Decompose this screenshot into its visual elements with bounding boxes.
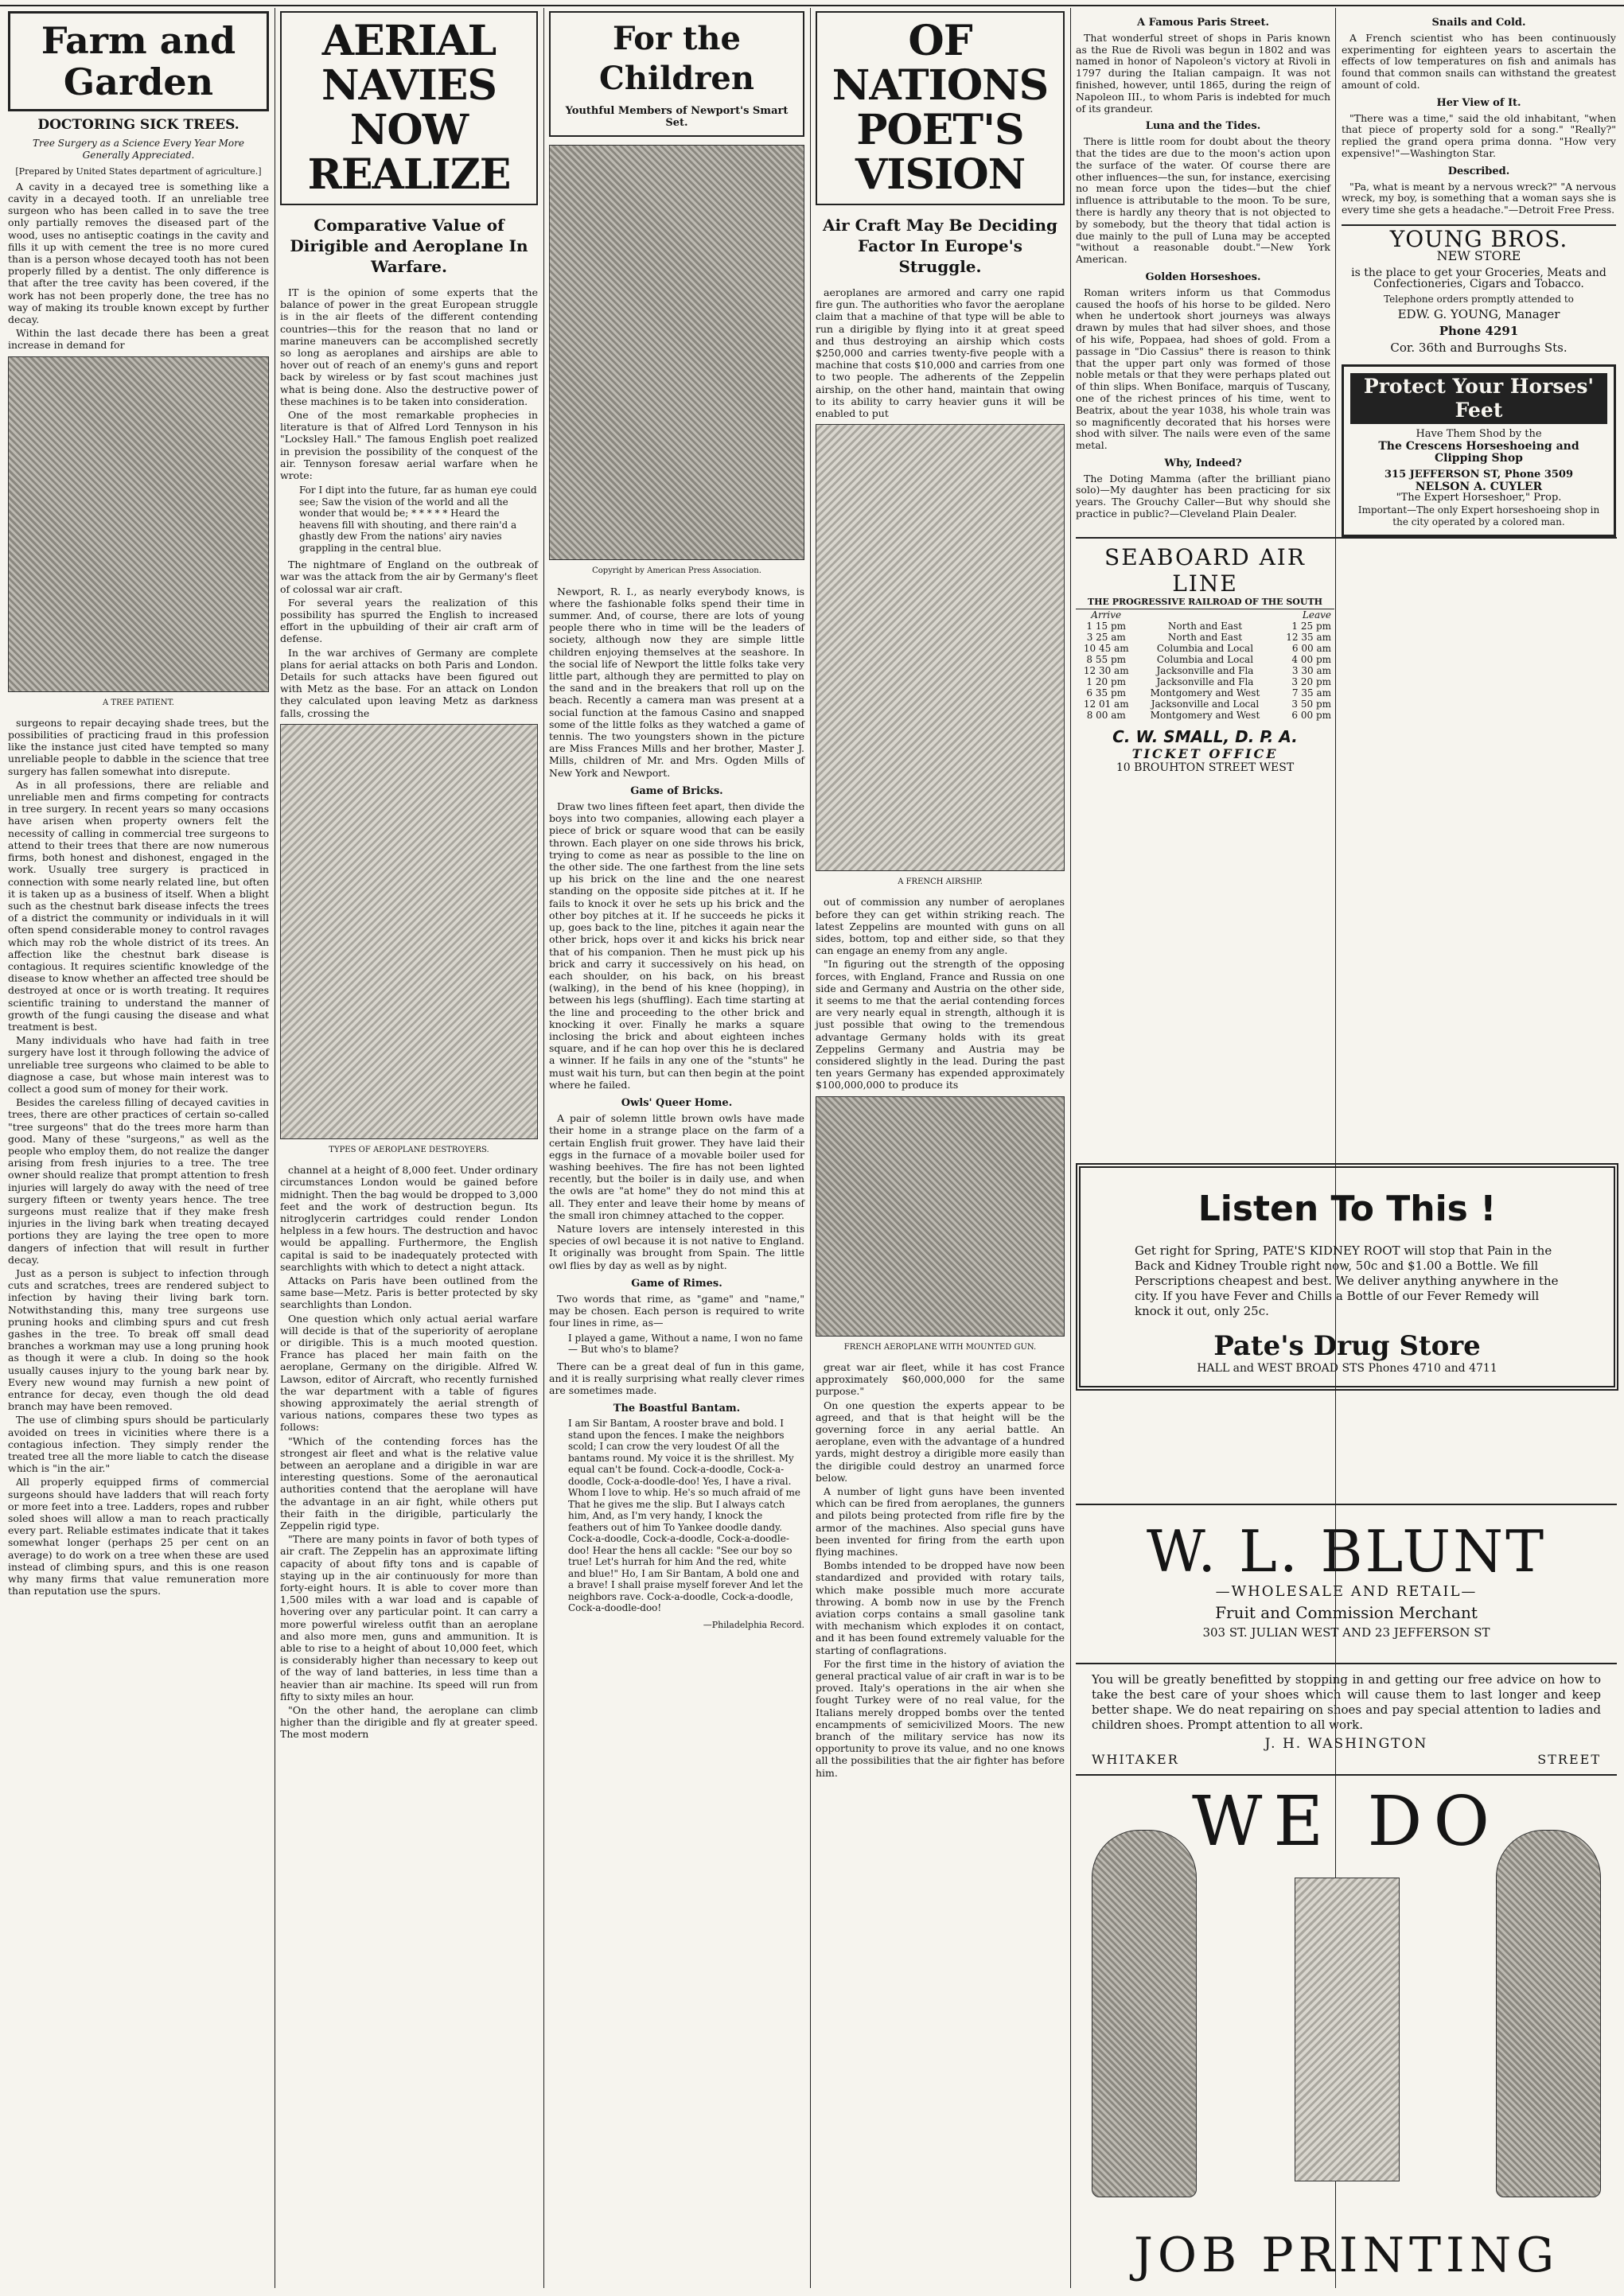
misc-ads-column [1342, 11, 1616, 545]
destination: Jacksonville and Fla [1156, 665, 1254, 676]
nations-paragraph: A number of light guns have been invented which can be fired from aeroplanes, the gunners and pilots being protected from rifle fire by the armor of the machines. Also special guns have been invented for firing from the earth upon flying machines. [816, 1485, 1065, 1558]
pate-address: HALL and WEST BROAD STS Phones 4710 and 4711 [1197, 1362, 1497, 1375]
misc-paragraph: "There was a time," said the old inhabitant, "when that piece of property sold for a song." "Really?" replied the grand opera prima donna. "How very expensive!"—Washington Star. [1342, 111, 1616, 159]
schedule-row [1076, 687, 1334, 699]
aerial-paragraph: One question which only actual aerial warfare will decide is that of the superiority of aeroplane or dirigible. This is a much mooted question. France has placed her main faith on the aeroplane, Germany on the dirigible. Alfred W. Lawson, editor of Aircraft, who recently furnished the war department with a table of figures showing approximately the aerial strength of various nations, compares these two types as follows: [280, 1312, 538, 1434]
washington-ad [1092, 1672, 1601, 1767]
pate-body: Get right for Spring, PATE'S KIDNEY ROOT will stop that Pain in the Back and Kidney Trouble right now, 50c and $1.00 a Bottle. We fill Perscriptions cheapest and best. We deliver anything anywhere in the city. If you have Fever and Chills a Bottle of our Fever Remedy will knock it out, only 25c. [1135, 1243, 1559, 1318]
farm-paragraph: As in all professions, there are reliable and unreliable men and firms competing for contracts in tree surgery. In recent years so many occasions have arisen when property owners felt the necessity of calling in commercial tree surgeons to attend to their trees that there are now numerous firms, both honest and dishonest, engaged in the work. Usually tree surgery is practiced in connection with some nearly related line, but often it is taken up as a business of itself. When a blight such as the chestnut bark disease infects the trees of a district the community or individuals in it will often spend considerable money to control ravages which may rob the whole district of its trees. An affection like the chestnut bark disease is contagious. It requires scientific knowledge of the disease to know whether an affected tree should be destroyed at once or is worth treating. It requires scientific training to understand the manner of growth of the fungi causing the disease and what treatment is best. [8, 778, 269, 1033]
mounted-gun-caption: FRENCH AEROPLANE WITH MOUNTED GUN. [843, 1342, 1037, 1352]
bantam-headline: The Boastful Bantam. [613, 1403, 741, 1415]
bantam-credit: —Philadelphia Record. [703, 1619, 804, 1630]
nations-title-line-2: POET'S VISION [855, 106, 1026, 199]
aerial-paragraph: "On the other hand, the aeroplane can climb higher than the dirigible and fly at greater speed. The most modern [280, 1704, 538, 1741]
arrive-time: 12 30 am [1083, 665, 1129, 676]
bricks-headline: Game of Bricks. [630, 784, 723, 797]
nations-column [816, 11, 1065, 1780]
rime-poem: I played a game, Without a name, I won no fame— But who's to blame? [568, 1332, 804, 1356]
column-rule [1070, 8, 1071, 2288]
aerial-paragraph: Attacks on Paris have been outlined from the same base—Metz. Paris is better protected by sky searchlights than London. [280, 1274, 538, 1311]
aerial-paragraph: "Which of the contending forces has the strongest air fleet and what is the relative value between an aeroplane and a dirigible in war are interesting questions. Some of the aeronautical authorities contend that the aeroplane will have the advantage in an air fight, while others put their faith in the dirigible, particularly the Zeppelin rigid type. [280, 1434, 538, 1531]
leave-time: 1 25 pm [1291, 621, 1331, 632]
leave-time: 3 20 pm [1291, 676, 1331, 687]
farm-garden-masthead [8, 11, 269, 111]
leave-time: 6 00 am [1291, 643, 1331, 654]
farm-paragraph: A cavity in a decayed tree is something like a cavity in a decayed tooth. If an unreliable tree surgeon who has been called in to save the tree only partially removes the diseased part of the wood, uses no antiseptic coatings in the cavity and fills it up with cement the tree is no more cured than is a person whose decayed tooth has not been properly filled by a dentist. The only difference is that after the tree cavity has been covered, if the work has not been properly done, the tree has no way of making its trouble known except by further decay. [8, 180, 269, 326]
rimes-headline: Game of Rimes. [631, 1277, 722, 1290]
farm-garden-title: Farm and Garden [41, 19, 236, 103]
nations-paragraph: On one question the experts appear to be agreed, and that is that height will be the governing force in any aerial battle. An aeroplane, even with the advantage of a hundred yards, might destroy a dirigible more easily than the dirigible could destroy an unarmed force below. [816, 1399, 1065, 1484]
blunt-line2: Fruit and Commission Merchant [1215, 1603, 1478, 1622]
pate-headline: Listen To This ! [1198, 1189, 1497, 1229]
misc-paragraph: There is little room for doubt about the theory that the tides are due to the moon's action upon the surface of the water. Of course there are other influences—the sun, for instance, exercising no mean force upon the tides—but the chief influence is attributable to the moon. To be sure, there is hardly any theory that is not objected to by somebody, but the theory that tidal action is due mainly to the pull of Luna may be accepted "without a reasonable doubt."—New York American. [1076, 135, 1330, 266]
misc-paragraph: A French scientist who has been continuously experimenting for eighteen years to ascertain the effects of low temperatures on fish and animals has found that common snails can withstand the greatest amount of cold. [1342, 31, 1616, 91]
seaboard-schedule [1076, 609, 1334, 721]
destination: Montgomery and West [1150, 687, 1260, 699]
top-rule [0, 5, 1624, 6]
farm-paragraph: Besides the careless filling of decayed cavities in trees, there are other practices of certain so-called "tree surgeons" that do the trees more harm than good. Many of these "surgeons," as well as the people who employ them, do not realize the danger arising from fresh injuries to a tree. The tree owner should realize that prompt attention to fresh injuries will largely do away with the need of tree surgery fifteen or twenty years hence. The tree surgeons must realize that if they make fresh injuries in the living bark when treating decayed portions they are laying the tree open to more dangers of infection that will result in further decay. [8, 1096, 269, 1266]
described-headline: Described. [1447, 165, 1510, 177]
snails-headline: Snails and Cold. [1431, 17, 1526, 29]
pointing-hand-left-illustration [1092, 1830, 1197, 2197]
young-bros-store: NEW STORE [1436, 247, 1521, 263]
nations-subhead: Air Craft May Be Deciding Factor In Europe's Struggle. [822, 216, 1058, 276]
washington-name: J. H. WASHINGTON [1264, 1736, 1428, 1752]
young-bros-address: Cor. 36th and Burroughs Sts. [1390, 340, 1568, 355]
children-masthead [549, 11, 804, 137]
seaboard-address: 10 BROUHTON STREET WEST [1116, 761, 1295, 774]
nations-paragraph: out of commission any number of aeroplanes before they can get within striking reach. The latest Zeppelins are mounted with guns on all sides, bottom, top and either side, so that they can engage an enemy from any angle. [816, 896, 1065, 957]
doctoring-headline: DOCTORING SICK TREES. [37, 117, 240, 133]
pate-store-name: Pate's Drug Store [1213, 1330, 1481, 1362]
children-deck: Youthful Members of Newport's Smart Set. [565, 105, 789, 130]
seaboard-office: TICKET OFFICE [1131, 746, 1279, 761]
nations-paragraph: Bombs intended to be dropped have now been standardized and provided with rotary tails, which make possible much more accurate throwing. A bomb now in use by the French aviation corps contains a small gasoline tank with mechanism which explodes it on contact, and it has been found extremely valuable for the starting of conflagrations. [816, 1559, 1065, 1656]
nations-paragraph: For the first time in the history of aviation the general practical value of air craft in war is to be proved. Italy's operations in the air when she fought Turkey were of no real value, for the Italians merely dropped bombs over the tented encampments of semicivilized Moors. The new branch of the military service has now its opportunity to prove its value, and no one knows all the possibilities that the air fighter has before him. [816, 1657, 1065, 1779]
arrive-time: 1 15 pm [1086, 621, 1127, 632]
pointing-hand-right-illustration [1496, 1830, 1601, 2197]
tree-patient-photo [8, 356, 269, 692]
tennyson-poem: For I dipt into the future, far as human eye could see; Saw the vision of the world and all the wonder that would be; * * * * * Heard the heavens fill with shouting, and there rain'd a ghastly dew From the nations' airy navies grappling in the central blue. [299, 484, 537, 554]
children-title: For the Children [599, 20, 754, 97]
arrive-label: Arrive [1091, 609, 1122, 621]
aeroplane-destroyers-caption: TYPES OF AEROPLANE DESTROYERS. [329, 1145, 489, 1154]
aerial-paragraph: IT is the opinion of some experts that the balance of power in the great European struggle is in the air fleets of the different contending countries—this for the reason that no land or marine maneuvers can be accomplished secretly so long as aeroplanes and airships are able to hover out of reach of an enemy's guns and report back by wireless or by fast scout machines just what is being done. Also the destructive power of these machines is to be taken into consideration. [280, 286, 538, 407]
blunt-ad [1076, 1520, 1617, 1640]
horseshoe-ad-address: 315 JEFFERSON ST, Phone 3509 [1384, 468, 1574, 481]
schedule-row [1076, 665, 1334, 676]
destination: North and East [1167, 632, 1243, 643]
schedule-row [1076, 676, 1334, 687]
farm-paragraph: Within the last decade there has been a great increase in demand for [8, 327, 269, 352]
schedule-row [1076, 632, 1334, 643]
leave-label: Leave [1302, 609, 1331, 621]
french-airship-photo [816, 424, 1065, 871]
paris-street-headline: A Famous Paris Street. [1136, 17, 1270, 29]
ads-divider [1076, 1663, 1617, 1664]
ads-divider [1076, 1504, 1617, 1505]
schedule-row [1076, 643, 1334, 654]
misc-paragraph: That wonderful street of shops in Paris known as the Rue de Rivoli was begun in 1802 and was named in honor of Napoleon's victory at Rivoli in 1797 during the Italian campaign. It was not finished, however, until 1865, during the reign of Napoleon III., to whom Paris is indebted for much of its grandeur. [1076, 31, 1330, 115]
nations-paragraph: "In figuring out the strength of the opposing forces, with England, France and Russia on one side and Germany and Austria on the other side, it seems to me that the aerial contending forces are very nearly equal in strength, although it is just possible that owing to the tremendous advantage Germany holds with its great Zeppelins Germany and Austria may be considered slightly in the lead. During the past ten years Germany has expended approximately $100,000,000 to produce its [816, 958, 1065, 1092]
pate-drug-ad [1076, 1163, 1618, 1391]
mounted-gun-photo [816, 1096, 1065, 1337]
newport-children-photo [549, 145, 804, 560]
schedule-header [1076, 609, 1334, 621]
horseshoe-ad-note: Important—The only Expert horseshoeing shop in the city operated by a colored man. [1357, 504, 1600, 527]
washington-street-1: WHITAKER [1092, 1752, 1179, 1767]
owls-headline: Owls' Queer Home. [621, 1096, 733, 1109]
tides-headline: Luna and the Tides. [1145, 120, 1261, 133]
arrive-time: 8 00 am [1086, 710, 1126, 721]
leave-time: 12 35 am [1286, 632, 1331, 643]
aerial-paragraph: channel at a height of 8,000 feet. Under ordinary circumstances London would be gained before midnight. Then the bag would be dropped to 3,000 feet and the work of destruction begun. Its nitroglycerin cartridges could render London helpless in a few hours. The destruction and havoc would be appalling. Furthermore, the English capital is said to be inadequately protected with searchlights with which to detect a night attack. [280, 1164, 538, 1273]
destination: Columbia and Local [1156, 654, 1254, 665]
job-printing-footer: JOB PRINTING [1133, 2228, 1560, 2283]
blunt-address: 303 ST. JULIAN WEST AND 23 JEFFERSON ST [1202, 1625, 1490, 1640]
farm-paragraph: Just as a person is subject to infection through cuts and scratches, trees are rendered subject to infection by having their living bark torn. Notwithstanding this, many tree surgeons use pruning hooks and climbing spurs and cut fresh gashes in the tree. To break off small dead branches a workman may use a long pruning hook as though it were a club. In doing so the hook usually causes injury to the young bark near by. Every new wound may furnish a new point of entrance for decay, even though the old dead branch may have been removed. [8, 1267, 269, 1413]
washington-street [1092, 1752, 1601, 1767]
misc-paragraph: Roman writers inform us that Commodus caused the hoofs of his horse to be gilded. Nero when he undertook short journeys was always drawn by mules that had silver shoes, and those of his wife, Poppaea, had shoes of gold. From a passage in "Dio Cassius" there is reason to think that the upper part only was formed of those noble metals or that they were perhaps plated out of thin slips. When Boniface, marquis of Tuscany, one of the richest princes of his time, went to Beatrix, about the year 1038, his whole train was so magnificently decorated that his horses were shod with silver. The nails were even of the same metal. [1076, 286, 1330, 452]
arrive-time: 12 01 am [1083, 699, 1129, 710]
farm-paragraph: Many individuals who have had faith in tree surgery have lost it through following the advice of unreliable tree surgeons who claimed to be able to diagnose a case, but whose main interest was to collect a good sum of money for their work. [8, 1034, 269, 1095]
column-rule [543, 8, 544, 2288]
leave-time: 3 50 pm [1291, 699, 1331, 710]
printer-illustration [1295, 1878, 1400, 2181]
farm-credit: [Prepared by United States department of agriculture.] [15, 165, 262, 177]
aeroplane-destroyers-photo [280, 724, 538, 1139]
seaboard-title: SEABOARD AIR LINE [1104, 544, 1306, 597]
arrive-time: 10 45 am [1083, 643, 1129, 654]
nations-masthead [816, 11, 1065, 205]
arrive-time: 3 25 am [1086, 632, 1126, 643]
aerial-paragraph: "There are many points in favor of both types of air craft. The Zeppelin has an approximate lifting capacity of about fifty tons and is capable of staying up in the air continuously for more than forty-eight hours. It is able to cover more than 1,500 miles with a war load and is capable of hovering over any particular point. It can carry a more powerful wireless outfit than an aeroplane and also more men, guns and ammunition. It is able to rise to a height of about 10,000 feet, which is considerably higher than necessary to keep out of the way of land batteries, in less time than a heavier than air machine. Its speed will run from fifty to sixty miles an hour. [280, 1533, 538, 1703]
nations-paragraph: great war air fleet, while it has cost France approximately $60,000,000 for the same purpose." [816, 1360, 1065, 1398]
schedule-row [1076, 621, 1334, 632]
aerial-title-line-1: AERIAL NAVIES [321, 17, 497, 110]
farm-garden-column [8, 11, 269, 1598]
washington-body: You will be greatly benefitted by stopping in and getting our free advice on how to take the best care of your shoes which will cause them to last longer and keep better shape. We do neat repairing on shoes and pay special attention to ladies and children shoes. Prompt attention to all work. [1092, 1672, 1601, 1732]
horseshoe-ad [1342, 364, 1616, 536]
farm-paragraph: All properly equipped firms of commercial surgeons should have ladders that will reach forty or more feet into a tree. Ladders, ropes and rubber soled shoes will allow a man to reach practically every part. Reliable estimates indicate that it takes somewhat longer (perhaps 25 per cent on an average) to do work on a tree when these are used instead of climbing spurs, and this is one reason why many firms that value remuneration more than reputation use the spurs. [8, 1476, 269, 1597]
leave-time: 3 30 am [1291, 665, 1331, 676]
arrive-time: 8 55 pm [1086, 654, 1127, 665]
young-bros-name: YOUNG BROS. [1389, 225, 1568, 252]
farm-paragraph: surgeons to repair decaying shade trees, but the possibilities of practicing fraud in this profession like the instance just cited have tempted so many unreliable people to dabble in the science that tree surgery has fallen somewhat into disrepute. [8, 716, 269, 777]
children-paragraph: Nature lovers are intensely interested in this species of owl because it is not native to England. It originally was brought from Spain. The little owl flies by day as well as by night. [549, 1222, 804, 1271]
horseshoe-ad-shop: The Crescens Horseshoeing and Clipping Shop [1378, 440, 1579, 465]
destination: Jacksonville and Local [1151, 699, 1260, 710]
destination: Jacksonville and Fla [1156, 676, 1254, 687]
blunt-name: W. L. BLUNT [1146, 1518, 1547, 1585]
misc-paragraph: The Doting Mamma (after the brilliant piano solo)—My daughter has been practicing for six years. The Grouchy Caller—But why should she practice in public?—Cleveland Plain Dealer. [1076, 472, 1330, 520]
french-airship-caption: A FRENCH AIRSHIP. [898, 878, 983, 887]
horseshoe-ad-title: "The Expert Horseshoer," Prop. [1396, 492, 1562, 504]
horseshoes-headline: Golden Horseshoes. [1145, 270, 1261, 283]
misc-paragraph: "Pa, what is meant by a nervous wreck?" "A nervous wreck, my boy, is something that a woman says she is every time she gets a headache."—Detroit Free Press. [1342, 180, 1616, 216]
young-bros-ad [1342, 224, 1616, 353]
aerial-paragraph: One of the most remarkable prophecies in literature is that of Alfred Lord Tennyson in his "Locksley Hall." The famous English poet realized in prevision the possibility of the conquest of the air. Tennyson foresaw aerial warfare when he wrote: [280, 409, 538, 482]
destination: Montgomery and West [1150, 710, 1260, 721]
why-indeed-headline: Why, Indeed? [1164, 457, 1242, 469]
farm-deck: Tree Surgery as a Science Every Year More Generally Appreciated. [33, 138, 244, 161]
children-paragraph: Two words that rime, as "game" and "name," may be chosen. Each person is required to write four lines in rime, as— [549, 1292, 804, 1329]
arrive-time: 1 20 pm [1086, 676, 1127, 687]
aerial-subhead: Comparative Value of Dirigible and Aeroplane In Warfare. [290, 216, 528, 276]
seaboard-ad [1076, 544, 1334, 774]
misc-column [1076, 11, 1330, 522]
seaboard-subtitle: THE PROGRESSIVE RAILROAD OF THE SOUTH [1076, 597, 1334, 609]
aerial-paragraph: For several years the realization of this possibility has spurred the English to increased effort in the upbuilding of their air craft arm of defense. [280, 596, 538, 645]
aerial-navies-masthead [280, 11, 538, 205]
her-view-headline: Her View of It. [1436, 96, 1521, 109]
aerial-paragraph: In the war archives of Germany are complete plans for aerial attacks on both Paris and London. Details for such attacks have been figured out with Metz as the base. For an attack on London they calculated upon leaving Metz as darkness falls, crossing the [280, 646, 538, 719]
horseshoe-ad-line: Have Them Shod by the [1416, 428, 1542, 441]
ads-divider [1076, 1774, 1617, 1776]
nations-paragraph: aeroplanes are armored and carry one rapid fire gun. The authorities who favor the aeroplane claim that a machine of that type will be able to run a dirigible by flying into it at great speed and thus destroying an airship which costs $250,000 and carries twenty-five people with a machine that costs $10,000 and carries from one to two people. The adherents of the Zeppelin airship, on the other hand, maintain that owing to its ability to carry heavier guns it will be enabled to put [816, 286, 1065, 420]
nations-title-line-1: OF NATIONS [831, 17, 1049, 110]
we-do-headline: WE DO [1192, 1782, 1501, 1862]
ads-divider [1076, 537, 1617, 539]
young-bros-line1: is the place to get your Groceries, Meats and Confectioneries, Cigars and Tobacco. [1351, 266, 1606, 291]
children-paragraph: Draw two lines fifteen feet apart, then divide the boys into two companies, allowing each player a piece of brick or square wood that can be easily thrown. Each player on one side throws his brick, trying to come as near as possible to the line on the other side. The one farthest from the line sets up his brick on the line and the one nearest standing on the opposite side pitches at it. If he fails to knock it over he sets up his brick and the other boy pitches at it. If he succeeds he picks it up, goes back to the line, pitches it again near the other brick, hops over it and kicks his brick near that of his companion. Then he must pick up his brick and carry it successively on his head, on each shoulder, on his back, on his breast (walking), in the bend of his knee (hopping), in between his legs (shuffling). Each time starting at the line and proceeding to the other brick and knocking it over. Finally he marks a square inclosing the brick and about eighteen inches square, and if he can hop over this he is declared a winner. If he fails in any one of the "stunts" he must wait his turn, but can then begin at the point where he failed. [549, 800, 804, 1091]
bantam-poem: I am Sir Bantam, A rooster brave and bold. I stand upon the fences. I make the neighbors scold; I can crow the very loudest Of all the bantams round. My voice it is the shrillest. My equal can't be found. Cock-a-doodle, Cock-a-doodle, Cock-a-doodle-doo! Yes, I have a rival. Whom I love to whip. He's so much afraid of me That he gives me the slip. But I always catch him, And, as I'm very handy, I knock the feathers out of him To Yankee doodle dandy. Cock-a-doodle, Cock-a-doodle, Cock-a-doodle-doo! Hear the hens all cackle: "See our boy so true! Let's hurrah for him And the red, white and blue!" Ho, I am Sir Bantam, A bold one and a brave! I shall praise myself forever And let the neighbors rave. Cock-a-doodle, Cock-a-doodle, Cock-a-doodle-doo! [568, 1418, 804, 1614]
arrive-time: 6 35 pm [1086, 687, 1127, 699]
young-bros-manager: EDW. G. YOUNG, Manager [1397, 306, 1560, 321]
horseshoe-ad-owner: NELSON A. CUYLER [1415, 480, 1543, 493]
schedule-row [1076, 710, 1334, 721]
destination: North and East [1167, 621, 1243, 632]
horseshoe-ad-headline: Protect Your Horses' Feet [1350, 373, 1607, 424]
farm-paragraph: The use of climbing spurs should be particularly avoided on trees in vicinities where there is a contagious infection. They simply render the treated tree all the more liable to catch the disease which is "in the air." [8, 1414, 269, 1475]
schedule-row [1076, 654, 1334, 665]
job-printing-ad [1076, 1782, 1617, 2283]
schedule-row [1076, 699, 1334, 710]
seaboard-agent: C. W. SMALL, D. P. A. [1112, 727, 1298, 746]
children-paragraph: A pair of solemn little brown owls have made their home in a strange place on the farm of a certain English fruit grower. They have laid their eggs in the furnace of a movable boiler used for washing beehives. The fire has not been lighted recently, but the boiler is in daily use, and when the owls are "at home" they do not mind this at all. They enter and leave their home by means of the small iron chimney attached to the copper. [549, 1112, 804, 1221]
column-rule [810, 8, 811, 2288]
tree-patient-caption: A TREE PATIENT. [103, 698, 174, 707]
aerial-paragraph: The nightmare of England on the outbreak of war was the attack from the air by Germany's fleet of colossal war air craft. [280, 558, 538, 595]
washington-street-2: STREET [1537, 1752, 1601, 1767]
young-bros-phone: Phone 4291 [1439, 323, 1519, 338]
children-column [549, 11, 804, 1631]
aerial-title-line-2: NOW REALIZE [307, 106, 511, 199]
young-bros-line2: Telephone orders promptly attended to [1384, 294, 1574, 305]
leave-time: 6 00 pm [1291, 710, 1331, 721]
leave-time: 4 00 pm [1291, 654, 1331, 665]
leave-time: 7 35 am [1291, 687, 1331, 699]
children-paragraph: Newport, R. I., as nearly everybody knows, is where the fashionable folks spend their time in summer. And, of course, there are lots of young people there who in time will be the leaders of society, although now they are simple little children enjoying themselves at the seashore. In the social life of Newport the little folks take very little part, although they are permitted to play on the sand and in the breakers that roll up on the beach. Recently a camera man was present at a social function at the famous Casino and snapped some of the little folks as they watched a game of tennis. The two youngsters shown in the picture are Miss Frances Mills and her brother, Master J. Mills, children of Mr. and Mrs. Ogden Mills of New York and Newport. [549, 585, 804, 779]
photo-credit: Copyright by American Press Association. [592, 566, 761, 576]
blunt-line1: —WHOLESALE AND RETAIL— [1215, 1583, 1478, 1600]
aerial-navies-column [280, 11, 538, 1742]
destination: Columbia and Local [1156, 643, 1254, 654]
children-paragraph: There can be a great deal of fun in this game, and it is really surprising what really clever rimes are sometimes made. [549, 1360, 804, 1396]
